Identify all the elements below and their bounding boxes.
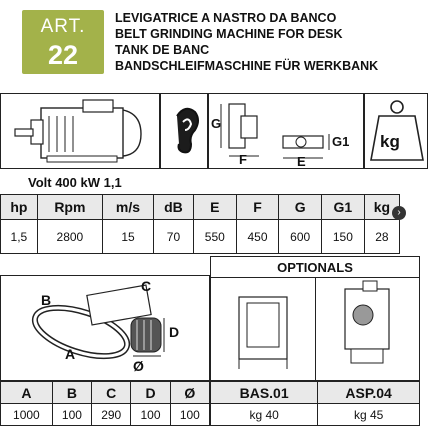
noise-icon-box	[160, 93, 208, 169]
spec-value-g1: 150	[322, 220, 365, 254]
belt-value-a: 1000	[1, 404, 53, 426]
belt-label-d: D	[169, 324, 180, 340]
belt-value-b: 100	[52, 404, 91, 426]
spec-value-hp: 1,5	[1, 220, 38, 254]
title-italian: LEVIGATRICE A NASTRO DA BANCO	[115, 11, 337, 25]
belt-header-d: D	[131, 382, 170, 404]
belt-header-diameter: Ø	[170, 382, 209, 404]
belt-header-b: B	[52, 382, 91, 404]
belt-value-c: 290	[92, 404, 131, 426]
optionals-title: OPTIONALS	[277, 260, 353, 275]
ear-icon	[161, 94, 209, 170]
dimensions-icon-box	[208, 93, 364, 169]
belt-value-diameter: 100	[170, 404, 209, 426]
spec-value-ms: 15	[102, 220, 153, 254]
dim-label-g: G	[211, 116, 222, 131]
belt-table	[0, 381, 210, 426]
article-number: 22	[47, 40, 79, 70]
spec-header-kg: kg	[364, 195, 399, 220]
spec-header-f: F	[236, 195, 279, 220]
motor-spec: Volt 400 kW 1,1	[28, 175, 122, 190]
title-german: BANDSCHLEIFMASCHINE FÜR WERKBANK	[115, 59, 379, 73]
spec-value-rpm: 2800	[37, 220, 102, 254]
spec-header-g: G	[279, 195, 322, 220]
chevron-right-icon[interactable]: ›	[392, 206, 406, 220]
spec-header-e: E	[193, 195, 236, 220]
spec-value-f: 450	[236, 220, 279, 254]
optional-weight-bas01: kg 40	[211, 404, 318, 426]
belt-header-a: A	[1, 382, 53, 404]
dust-extractor-icon	[315, 277, 419, 381]
spec-header-g1: G1	[322, 195, 365, 220]
belt-label-diameter: Ø	[133, 358, 144, 374]
belt-label-b: B	[41, 292, 52, 308]
belt-header-c: C	[92, 382, 131, 404]
belt-icon	[1, 276, 211, 382]
weight-icon-label: kg	[380, 132, 400, 151]
optional-code-bas01: BAS.01	[211, 382, 318, 404]
title-french: TANK DE BANC	[115, 43, 210, 57]
machine-dimensions-icon	[209, 94, 365, 170]
spec-value-kg: 28	[364, 220, 399, 254]
weight-icon-box	[364, 93, 428, 169]
optional-code-asp04: ASP.04	[318, 382, 420, 404]
motor-icon-box	[0, 93, 160, 169]
dim-label-g1: G1	[332, 134, 350, 149]
spec-header-rpm: Rpm	[37, 195, 102, 220]
belt-value-d: 100	[131, 404, 170, 426]
article-badge	[22, 10, 104, 74]
optionals-table	[210, 381, 420, 426]
spec-value-db: 70	[154, 220, 194, 254]
dim-label-f: F	[239, 152, 247, 167]
spec-header-hp: hp	[1, 195, 38, 220]
optional-weight-asp04: kg 45	[318, 404, 420, 426]
belt-label-a: A	[65, 346, 76, 362]
article-label: ART.	[40, 16, 86, 37]
optionals-box	[210, 256, 420, 381]
specs-table	[0, 194, 400, 254]
dim-label-e: E	[297, 154, 306, 169]
spec-header-db: dB	[154, 195, 194, 220]
title-english: BELT GRINDING MACHINE FOR DESK	[115, 27, 343, 41]
belt-drawing-box	[0, 275, 210, 381]
spec-value-e: 550	[193, 220, 236, 254]
belt-label-c: C	[141, 278, 152, 294]
base-stand-icon	[211, 277, 315, 381]
spec-header-ms: m/s	[102, 195, 153, 220]
motor-icon	[1, 94, 161, 170]
spec-value-g: 600	[279, 220, 322, 254]
